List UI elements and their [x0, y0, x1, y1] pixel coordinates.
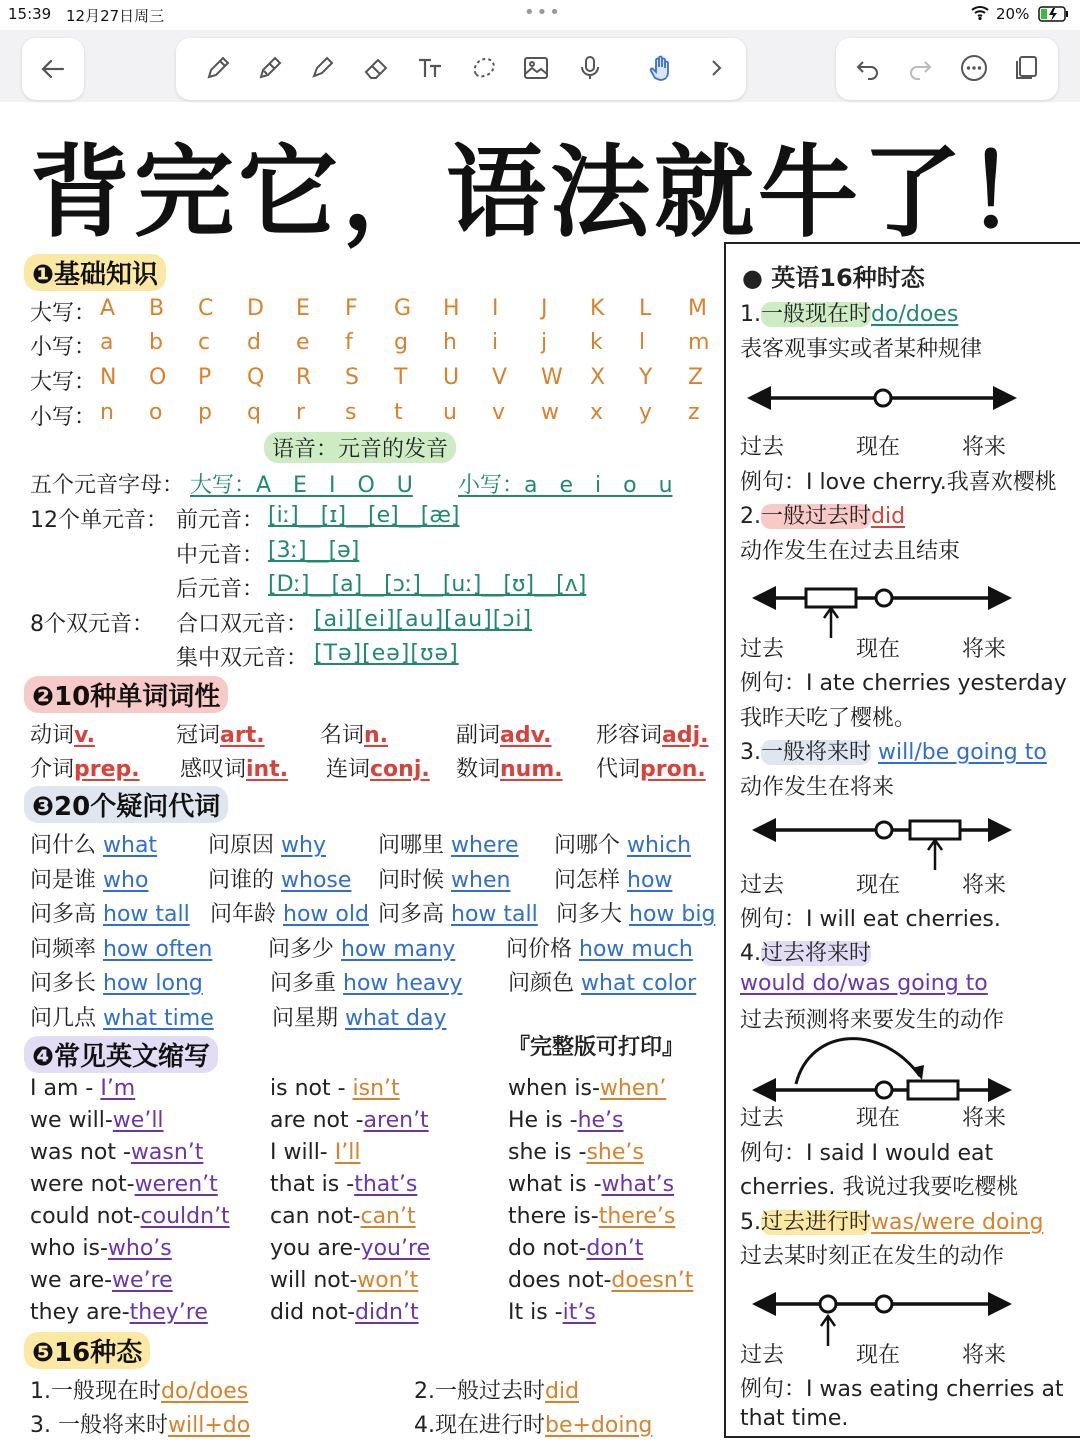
tense-5-title: 5.过去进行时was/were doing	[740, 1210, 1044, 1235]
tense-item-2: 2.一般过去时did	[414, 1379, 580, 1404]
tense-item-4: 4.现在进行时be+doing	[414, 1413, 653, 1438]
part-of-speech-item: 介词prep.	[30, 757, 140, 782]
question-word-item: 问哪个 which	[554, 833, 692, 858]
tense-1-desc: 表客观事实或者某种规律	[740, 337, 983, 362]
closing-diphthongs-label: 合口双元音：	[176, 612, 309, 637]
pages-icon[interactable]	[1006, 38, 1046, 98]
question-word-item: 问哪里 where	[378, 833, 519, 858]
question-word-item: 问谁的 whose	[208, 867, 352, 893]
alphabet-letter: p	[198, 400, 212, 425]
part-of-speech-item: 冠词art.	[176, 723, 265, 748]
question-word-item: 问星期 what day	[272, 1005, 447, 1031]
contraction-item: can not-can’t	[270, 1204, 416, 1229]
alphabet-letter: o	[149, 400, 163, 425]
alphabet-letter: R	[296, 365, 312, 390]
timeline-past-simple	[750, 580, 1015, 640]
tl4-now: 现在	[856, 1106, 901, 1131]
battery-percent: 20%	[996, 5, 1030, 23]
alphabet-letter: r	[296, 400, 306, 425]
alphabet-letter: A	[100, 296, 116, 321]
alphabet-letter: l	[639, 330, 646, 355]
status-bar	[0, 0, 1080, 30]
section-word-classes-heading: ❷10种单词词性	[24, 676, 228, 713]
question-word-item: 问原因 why	[208, 833, 326, 858]
microphone-icon[interactable]	[570, 38, 610, 98]
part-of-speech-item: 感叹词int.	[180, 757, 289, 782]
part-of-speech-item: 名词n.	[320, 723, 389, 748]
alphabet-letter: q	[247, 400, 261, 425]
alphabet-letter: z	[688, 400, 700, 425]
alphabet-letter: O	[149, 365, 167, 390]
tl1-past: 过去	[740, 435, 785, 460]
contraction-item: when is-when’	[508, 1076, 667, 1101]
alphabet-row-label: 大写：	[30, 301, 97, 326]
part-of-speech-item: 动词v.	[30, 723, 95, 748]
alphabet-letter: j	[541, 330, 548, 355]
tl3-future: 将来	[962, 873, 1007, 898]
alphabet-letter: h	[443, 330, 457, 355]
timeline-future-simple	[750, 812, 1015, 872]
tools-group	[176, 38, 746, 100]
tense-3-example: 例句：I will eat cherries.	[740, 907, 1001, 932]
undo-icon[interactable]	[848, 38, 888, 98]
timeline-present-simple	[745, 380, 1020, 416]
alphabet-letter: W	[541, 365, 563, 390]
five-vowels-upper: 大写：A E I O U	[190, 473, 413, 498]
contraction-item: we will-we’ll	[30, 1108, 164, 1133]
tense-2-title: 2.一般过去时did	[740, 504, 906, 529]
alphabet-letter: u	[443, 400, 457, 425]
tl1-future: 将来	[962, 435, 1007, 460]
redo-icon[interactable]	[900, 38, 940, 98]
alphabet-letter: i	[492, 330, 499, 355]
alphabet-letter: U	[443, 365, 460, 390]
alphabet-letter: D	[247, 296, 264, 321]
alphabet-letter: I	[492, 296, 499, 321]
contraction-item: that is -that’s	[270, 1172, 418, 1197]
question-word-item: 问几点 what time	[30, 1005, 214, 1031]
back-vowels-label: 后元音：	[176, 577, 265, 602]
page-title: 背完它，语法就牛了！	[30, 134, 1070, 251]
five-vowels-label: 五个元音字母：	[30, 473, 185, 498]
contraction-item: does not-doesn’t	[508, 1268, 694, 1293]
alphabet-letter: T	[394, 365, 408, 390]
closing-diphthongs: [ai][ei][au][au][ɔi]	[314, 607, 533, 632]
section-question-words-heading: ❸20个疑问代词	[24, 786, 228, 823]
alphabet-letter: Q	[247, 365, 265, 390]
battery-charging-icon	[1038, 6, 1070, 26]
contraction-item: I will- I’ll	[270, 1140, 361, 1165]
alphabet-row-letters	[100, 400, 737, 425]
tl5-future: 将来	[962, 1343, 1007, 1368]
image-tool-icon[interactable]	[516, 38, 556, 98]
alphabet-row-letters	[100, 330, 737, 355]
alphabet-row-label: 小写：	[30, 335, 97, 360]
centering-diphthongs: [Tə][eə][ʊə]	[314, 641, 459, 666]
question-word-item: 问价格 how much	[506, 936, 693, 962]
actions-group	[836, 38, 1058, 100]
alphabet-letter: Z	[688, 365, 704, 390]
tenses-panel-heading: ● 英语16种时态	[742, 264, 925, 292]
tense-4-form: would do/was going to	[740, 971, 988, 996]
alphabet-letter: P	[198, 365, 212, 390]
more-options-icon[interactable]	[954, 38, 994, 98]
tl2-future: 将来	[962, 637, 1007, 662]
part-of-speech-item: 代词pron.	[596, 757, 706, 782]
mono-vowels-label: 12个单元音：	[30, 508, 168, 533]
tl3-past: 过去	[740, 873, 785, 898]
alphabet-letter: w	[541, 400, 559, 425]
alphabet-letter: C	[198, 296, 214, 321]
question-word-item: 问多大 how big	[556, 902, 716, 927]
five-vowels-lower: 小写：a e i o u	[458, 473, 673, 498]
part-of-speech-item: 数词num.	[456, 757, 563, 782]
alphabet-letter: M	[688, 296, 707, 321]
tl4-future: 将来	[962, 1106, 1007, 1131]
tl5-past: 过去	[740, 1343, 785, 1368]
alphabet-letter: c	[198, 330, 211, 355]
central-vowels: [3ː]__[ə]	[268, 538, 360, 563]
tl3-now: 现在	[856, 873, 901, 898]
alphabet-row-label: 大写：	[30, 370, 97, 395]
alphabet-row-letters	[100, 296, 737, 321]
tl5-now: 现在	[856, 1343, 901, 1368]
tl2-now: 现在	[856, 637, 901, 662]
tense-5-example-2: that time.	[740, 1406, 849, 1431]
contraction-item: will not-won’t	[270, 1268, 419, 1293]
wifi-icon	[970, 3, 990, 25]
highlighter-tool-icon[interactable]	[302, 38, 342, 98]
alphabet-letter: d	[247, 330, 261, 355]
alphabet-letter: k	[590, 330, 603, 355]
question-word-item: 问多高 how tall	[30, 902, 190, 927]
section-contractions-heading: ❹常见英文缩写	[24, 1036, 218, 1073]
part-of-speech-item: 连词conj.	[326, 757, 430, 782]
contraction-item: she is -she’s	[508, 1140, 644, 1165]
tense-4-desc: 过去预测将来要发生的动作	[740, 1008, 1005, 1033]
alphabet-letter: x	[590, 400, 604, 425]
question-word-item: 问多长 how long	[30, 971, 203, 996]
timeline-past-future	[750, 1028, 1015, 1112]
tense-4-example-1: 例句：I said I would eat	[740, 1141, 994, 1166]
contraction-item: was not -wasn’t	[30, 1140, 204, 1165]
alphabet-row-label: 小写：	[30, 405, 97, 430]
alphabet-letter: t	[394, 400, 403, 425]
question-word-item: 问频率 how often	[30, 936, 213, 962]
alphabet-letter: L	[639, 296, 652, 321]
status-date: 12月27日周三	[66, 7, 165, 25]
alphabet-letter: s	[345, 400, 357, 425]
alphabet-letter: S	[345, 365, 359, 390]
back-vowels: [Dː]__[a]__[ɔː]__[uː]__[ʊ]__[ʌ]	[268, 572, 587, 597]
back-button[interactable]	[22, 38, 84, 100]
alphabet-letter: f	[345, 330, 353, 355]
question-word-item: 问年龄 how old	[210, 902, 369, 927]
front-vowels-label: 前元音：	[176, 508, 265, 533]
question-word-item: 问时候 when	[378, 867, 511, 893]
tense-2-example-1: 例句：I ate cherries yesterday	[740, 671, 1067, 696]
contraction-item: It is -it’s	[508, 1300, 596, 1325]
central-vowels-label: 中元音：	[176, 543, 265, 568]
section-basics-heading: ❶基础知识	[24, 254, 166, 291]
contraction-item: is not - isn’t	[270, 1076, 400, 1101]
alphabet-letter: K	[590, 296, 605, 321]
tense-1-title: 1.一般现在时do/does	[740, 302, 959, 327]
pen-tool-icon[interactable]	[198, 38, 238, 98]
part-of-speech-item: 形容词adj.	[596, 723, 709, 748]
contraction-item: we are-we’re	[30, 1268, 173, 1293]
tense-5-example-1: 例句：I was eating cherries at	[740, 1377, 1064, 1402]
tense-3-title: 3.一般将来时 will/be going to	[740, 740, 1047, 765]
alphabet-letter: E	[296, 296, 310, 321]
alphabet-letter: g	[394, 330, 408, 355]
alphabet-letter: F	[345, 296, 358, 321]
centering-diphthongs-label: 集中双元音：	[176, 646, 309, 671]
question-word-item: 问是谁 who	[30, 867, 149, 893]
alphabet-letter: n	[100, 400, 114, 425]
tl1-now: 现在	[856, 435, 901, 460]
contraction-item: did not-didn’t	[270, 1300, 419, 1325]
alphabet-letter: m	[688, 330, 710, 355]
contraction-item: are not -aren’t	[270, 1108, 429, 1133]
contraction-item: do not-don’t	[508, 1236, 644, 1261]
alphabet-letter: H	[443, 296, 460, 321]
eraser-tool-icon[interactable]	[356, 38, 396, 98]
tense-5-desc: 过去某时刻正在发生的动作	[740, 1244, 1005, 1269]
tense-2-example-2: 我昨天吃了樱桃。	[740, 706, 917, 731]
tense-3-desc: 动作发生在将来	[740, 775, 895, 800]
phonetics-heading: 语音：元音的发音	[264, 432, 456, 463]
alphabet-letter: Y	[639, 365, 653, 390]
contraction-item: He is -he’s	[508, 1108, 624, 1133]
tense-item-3: 3. 一般将来时will+do	[30, 1413, 251, 1438]
status-time: 15:39	[8, 5, 52, 23]
alphabet-letter: V	[492, 365, 508, 390]
contraction-item: what is -what’s	[508, 1172, 675, 1197]
question-word-item: 问多高 how tall	[378, 902, 538, 927]
alphabet-letter: J	[541, 296, 548, 321]
alphabet-row-letters	[100, 365, 737, 390]
front-vowels: [iː]__[ɪ]__[e]__[æ]	[268, 503, 460, 528]
chevron-right-icon[interactable]	[696, 38, 736, 98]
part-of-speech-item: 副词adv.	[456, 723, 552, 748]
alphabet-letter: B	[149, 296, 165, 321]
hand-touch-icon[interactable]	[640, 38, 680, 98]
question-word-item: 问颜色 what color	[508, 971, 697, 996]
contraction-item: were not-weren’t	[30, 1172, 218, 1197]
section-tenses-heading: ❺16种态	[24, 1332, 150, 1369]
contraction-item: could not-couldn’t	[30, 1204, 230, 1229]
question-word-item: 问怎样 how	[554, 867, 673, 893]
question-word-item: 问多重 how heavy	[270, 971, 463, 996]
tl2-past: 过去	[740, 637, 785, 662]
tense-item-1: 1.一般现在时do/does	[30, 1379, 249, 1404]
text-tool-icon[interactable]	[410, 38, 450, 98]
alphabet-letter: v	[492, 400, 506, 425]
alphabet-letter: b	[149, 330, 163, 355]
alphabet-letter: a	[100, 330, 114, 355]
alphabet-letter: G	[394, 296, 412, 321]
tense-4-example-2: cherries. 我说过我要吃樱桃	[740, 1175, 1019, 1200]
lasso-tool-icon[interactable]	[464, 38, 504, 98]
tense-1-example: 例句：I love cherry.我喜欢樱桃	[740, 470, 1057, 495]
multitask-dots-icon[interactable]: •••	[524, 2, 562, 23]
tense-4-title: 4.过去将来时	[740, 941, 872, 966]
alphabet-letter: X	[590, 365, 606, 390]
question-word-item: 问什么 what	[30, 833, 158, 858]
alphabet-letter: N	[100, 365, 117, 390]
tl4-past: 过去	[740, 1106, 785, 1131]
contraction-item: you are-you’re	[270, 1236, 431, 1261]
printable-note: 『完整版可打印』	[508, 1035, 685, 1060]
contraction-item: who is-who’s	[30, 1236, 172, 1261]
tense-2-desc: 动作发生在过去且结束	[740, 539, 961, 564]
alphabet-letter: e	[296, 330, 310, 355]
back-arrow-icon	[39, 55, 67, 83]
contraction-item: I am - I’m	[30, 1076, 136, 1101]
pencil-tool-icon[interactable]	[250, 38, 290, 98]
question-word-item: 问多少 how many	[268, 936, 456, 962]
contraction-item: there is-there’s	[508, 1204, 676, 1229]
contraction-item: they are-they’re	[30, 1300, 208, 1325]
alphabet-letter: y	[639, 400, 653, 425]
editor-toolbar	[0, 30, 1080, 102]
diphthongs-label: 8个双元音：	[30, 612, 154, 637]
